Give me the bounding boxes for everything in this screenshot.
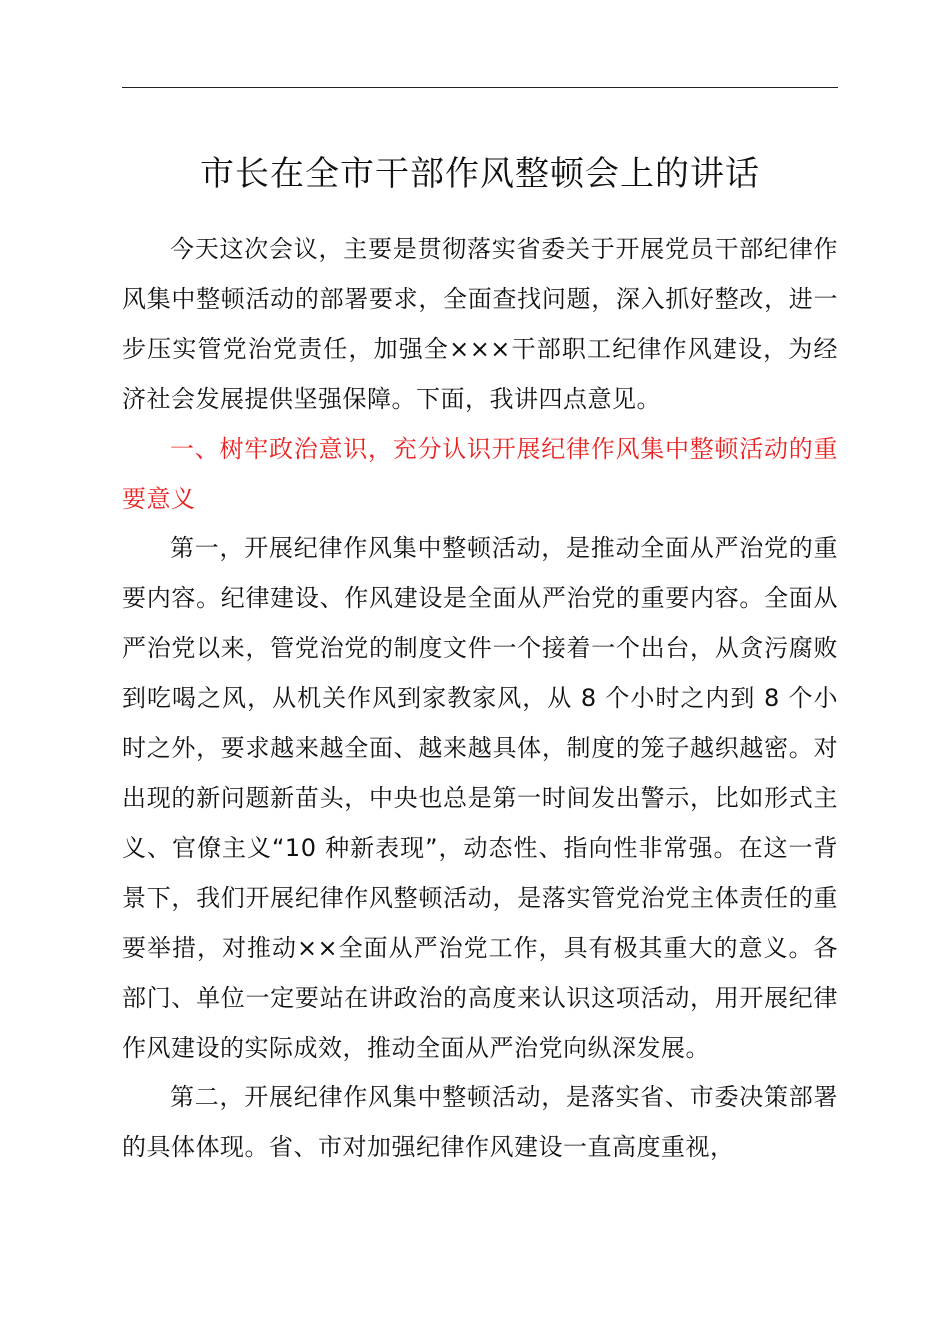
section-heading-1: 一、树牢政治意识，充分认识开展纪律作风集中整顿活动的重要意义	[122, 434, 838, 513]
point-one-paragraph: 第一，开展纪律作风集中整顿活动，是推动全面从严治党的重要内容。纪律建设、作风建设是全面从严治党的重要内容。全面从严治党以来，管党治党的制度文件一个接着一个出台，从贪污腐败到吃喝之风，从机关作风到家教家风，从 8 个小时之内到 8 个小时之外，要求越来越全面、越来越具体，制度的笼子越织越密。对出现的新问题新苗头，中央也总是第一时间发出警示，比如形式主义、官僚主义“10 种新表现”，动态性、指向性非常强。在这一背景下，我们开展纪律作风整顿活动，是落实管党治党主体责任的重要举措，对推动××全面从严治党工作，具有极其重大的意义。各部门、单位一定要站在讲政治的高度来认识这项活动，用开展纪律作风建设的实际成效，推动全面从严治党向纵深发展。	[122, 534, 838, 1062]
point-two-paragraph: 第二，开展纪律作风集中整顿活动，是落实省、市委决策部署的具体体现。省、市对加强纪律作风建设一直高度重视，	[122, 1083, 838, 1162]
document-body	[122, 225, 838, 1173]
header-rule	[122, 87, 838, 88]
page-title: 市长在全市干部作风整顿会上的讲话	[200, 154, 760, 194]
intro-paragraph: 今天这次会议，主要是贯彻落实省委关于开展党员干部纪律作风集中整顿活动的部署要求，全面查找问题，深入抓好整改，进一步压实管党治党责任，加强全×××干部职工纪律作风建设，为经济社会发展提供坚强保障。下面，我讲四点意见。	[122, 235, 838, 413]
